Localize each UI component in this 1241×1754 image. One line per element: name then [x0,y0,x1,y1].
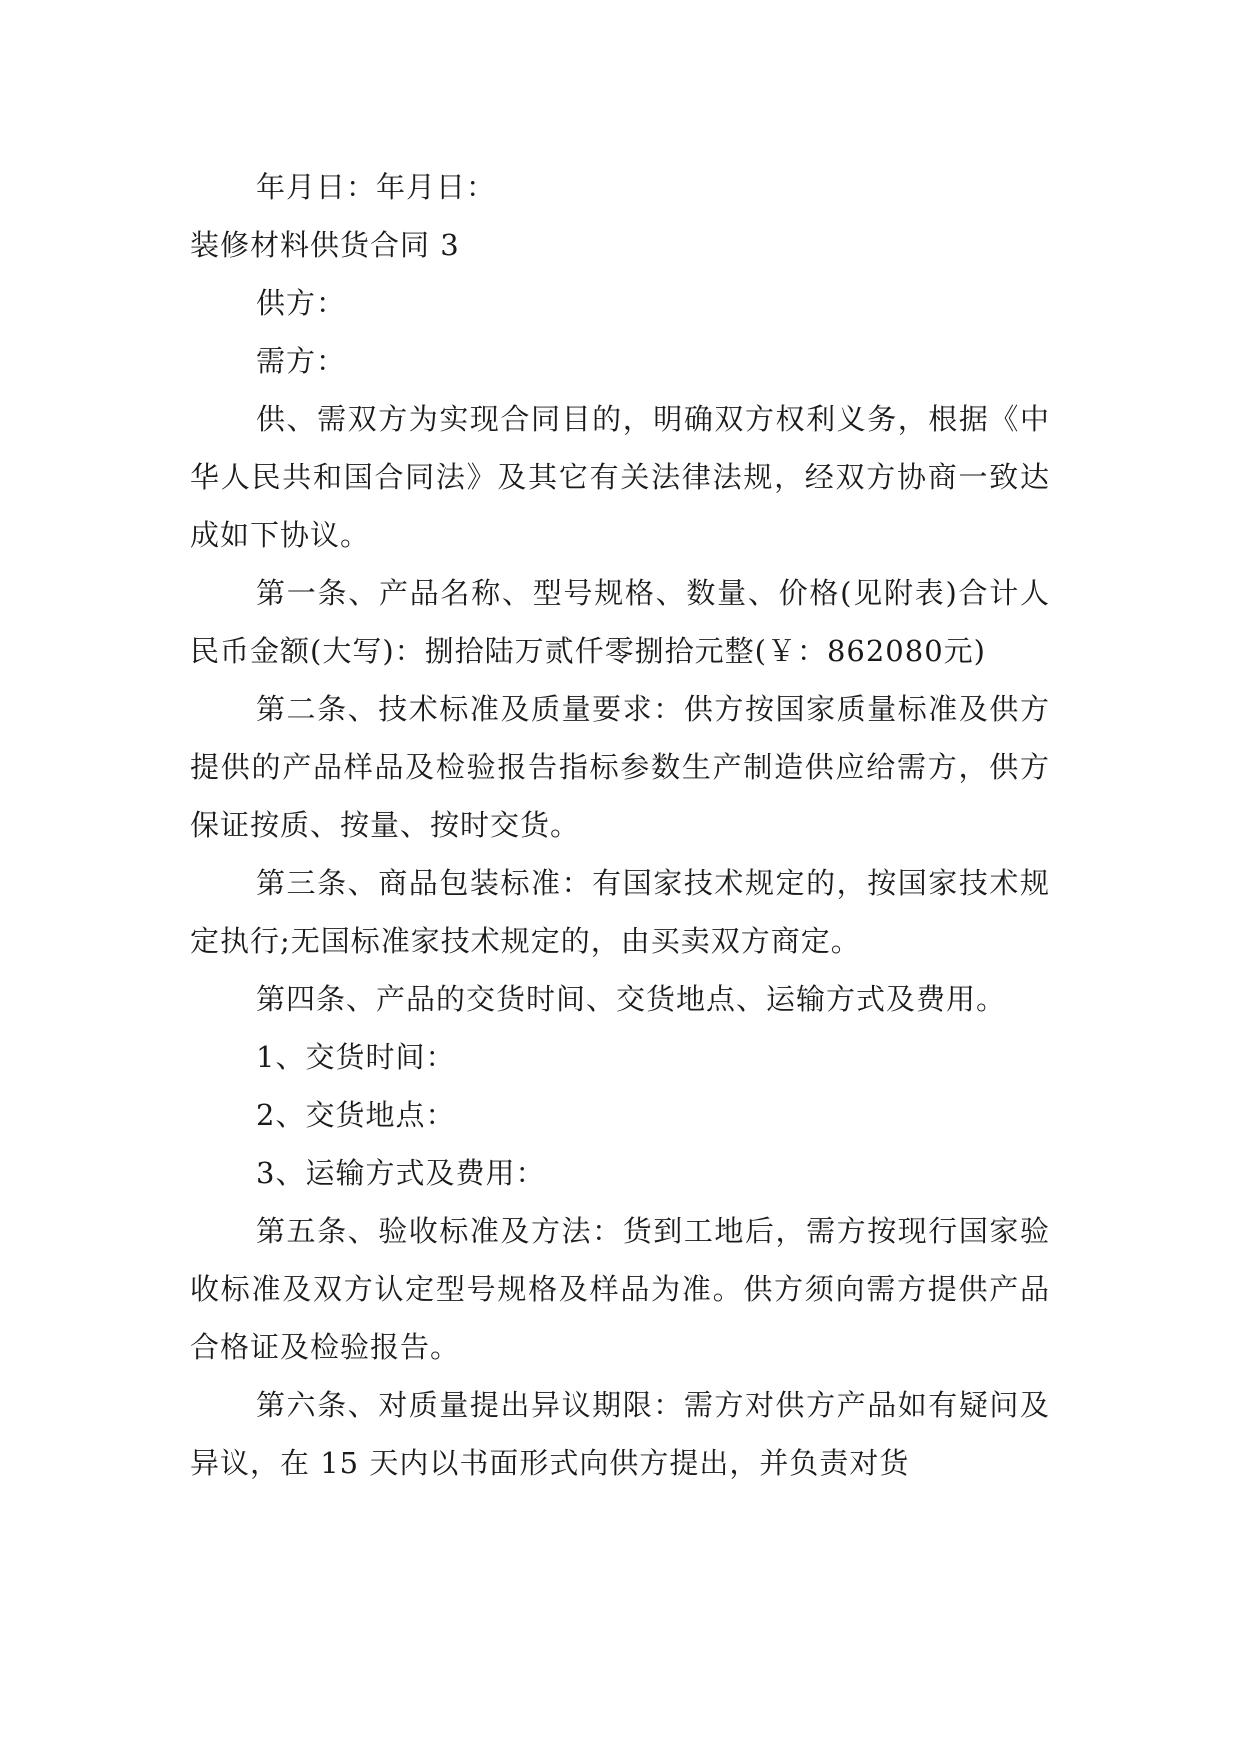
contract-title: 装修材料供货合同 3 [190,228,460,262]
document-body [190,158,1050,1492]
article-4-item-delivery-place: 2、交货地点： [256,1098,456,1132]
supplier-label: 供方： [256,286,347,320]
article-5-paragraph: 第五条、验收标准及方法：货到工地后，需方按现行国家验收标准及双方认定型号规格及样品为准。供方须向需方提供产品合格证及检验报告。 [190,1214,1050,1364]
article-4-item-transport: 3、运输方式及费用： [256,1156,546,1190]
buyer-label: 需方： [256,344,347,378]
article-3-paragraph: 第三条、商品包装标准：有国家技术规定的，按国家技术规定执行;无国标准家技术规定的，由买卖双方商定。 [190,866,1050,958]
article-4-item-delivery-time: 1、交货时间： [256,1040,456,1074]
article-4-paragraph: 第四条、产品的交货时间、交货地点、运输方式及费用。 [256,982,1007,1016]
sign-date-line: 年月日：年月日： [256,170,497,204]
article-2-paragraph: 第二条、技术标准及质量要求：供方按国家质量标准及供方提供的产品样品及检验报告指标参数生产制造供应给需方，供方保证按质、按量、按时交货。 [190,692,1050,842]
article-6-paragraph: 第六条、对质量提出异议期限：需方对供方产品如有疑问及异议，在 15 天内以书面形式向供方提出，并负责对货 [190,1388,1050,1480]
article-1-paragraph: 第一条、产品名称、型号规格、数量、价格(见附表)合计人民币金额(大写)：捌拾陆万贰仟零捌拾元整(￥：862080元) [190,576,1050,668]
preamble-paragraph: 供、需双方为实现合同目的，明确双方权利义务，根据《中华人民共和国合同法》及其它有关法律法规，经双方协商一致达成如下协议。 [190,402,1050,552]
